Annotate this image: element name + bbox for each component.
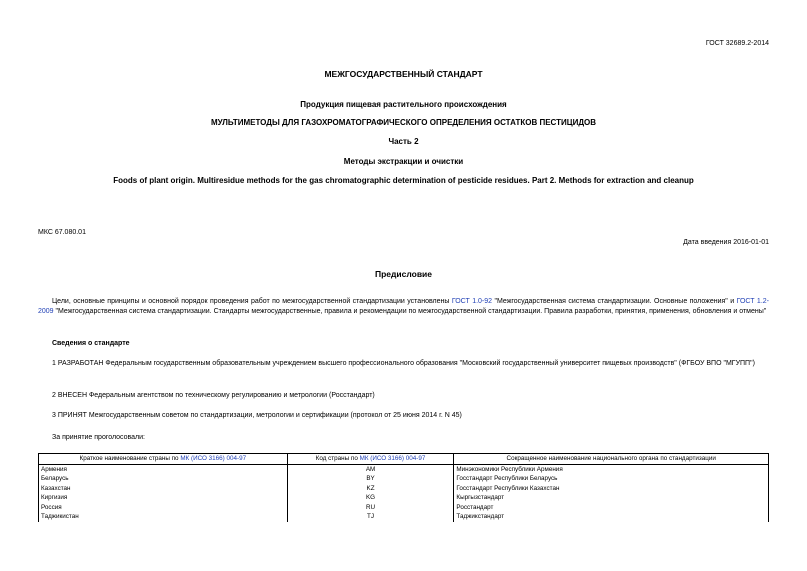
document-code: ГОСТ 32689.2-2014 — [705, 40, 769, 47]
methods-title: Методы экстракции и очистки — [343, 157, 464, 166]
foreword-paragraph — [38, 297, 769, 317]
effective-date: Дата введения 2016-01-01 — [683, 239, 769, 246]
english-title: Foods of plant origin. Multiresidue methods for the gas chromatographic determination of pesticide residues. Part 2. Methods for extraction and cleanup — [113, 176, 694, 185]
country-cell: Казахстан — [39, 484, 288, 494]
country-cell: Таджикистан — [39, 512, 288, 522]
info-item-1: 1 РАЗРАБОТАН Федеральным государственным образовательным учреждением высшего профессионального образования "Московский государственный университет пищевых производств" (ФГБОУ ВПО "МГУПП") — [52, 360, 755, 367]
body-cell: Таджикстандарт — [454, 512, 769, 522]
foreword-text-a: Цели, основные принципы и основной порядок проведения работ по межгосударственной стандартизации установлены — [52, 298, 452, 305]
code-cell: KZ — [287, 484, 454, 494]
country-cell: Беларусь — [39, 474, 288, 484]
body-cell: Госстандарт Республики Казахстан — [454, 484, 769, 494]
column-header-country: Краткое наименование страны по МК (ИСО 3166) 004-97 — [39, 454, 288, 465]
mk-iso-3166-link[interactable]: МК (ИСО 3166) 004-97 — [180, 455, 247, 463]
info-item-3: 3 ПРИНЯТ Межгосударственным советом по стандартизации, метрологии и сертификации (протокол от 25 июня 2014 г. N 45) — [52, 412, 462, 419]
country-cell: Киргизия — [39, 493, 288, 503]
body-cell: Росстандарт — [454, 503, 769, 513]
body-cell: Минэкономики Республики Армения — [454, 464, 769, 474]
product-title: Продукция пищевая растительного происхождения — [300, 100, 507, 109]
table-row — [39, 464, 769, 474]
gost-1-2-2009-link[interactable]: ГОСТ 1.2-2009 — [38, 298, 769, 315]
body-cell: Госстандарт Республики Беларусь — [454, 474, 769, 484]
foreword-text-b: "Межгосударственная система стандартизации. Основные положения" и — [492, 298, 737, 305]
code-cell: KG — [287, 493, 454, 503]
code-cell: AM — [287, 464, 454, 474]
body-cell: Кыргызстандарт — [454, 493, 769, 503]
standard-info-heading: Сведения о стандарте — [52, 340, 130, 347]
table-row — [39, 512, 769, 522]
foreword-heading: Предисловие — [374, 269, 433, 279]
mk-iso-3166-link[interactable]: МК (ИСО 3166) 004-97 — [359, 455, 426, 463]
part-title: Часть 2 — [388, 137, 419, 146]
country-cell: Армения — [39, 464, 288, 474]
gost-1-0-92-link[interactable]: ГОСТ 1.0-92 — [451, 298, 493, 305]
table-row — [39, 484, 769, 494]
table-row — [39, 493, 769, 503]
table-row — [39, 503, 769, 513]
voted-label: За принятие проголосовали: — [52, 434, 145, 441]
code-cell: RU — [287, 503, 454, 513]
table-header-row — [39, 454, 769, 465]
column-header-code: Код страны по МК (ИСО 3166) 004-97 — [287, 454, 454, 465]
column-header-body: Сокращенное наименование национального органа по стандартизации — [454, 454, 769, 465]
mks-code: МКС 67.080.01 — [38, 229, 86, 236]
info-item-2: 2 ВНЕСЕН Федеральным агентством по техническому регулированию и метрологии (Росстандарт) — [52, 392, 375, 399]
code-cell: BY — [287, 474, 454, 484]
foreword-text-c: "Межгосударственная система стандартизации. Стандарты межгосударственные, правила и рекомендации по межгосударственной стандартизации. Правила разработки, принятия, применения, обновления и отмены" — [53, 308, 767, 315]
countries-table — [38, 453, 769, 522]
interstate-standard-heading: МЕЖГОСУДАРСТВЕННЫЙ СТАНДАРТ — [324, 69, 483, 79]
code-cell: TJ — [287, 512, 454, 522]
main-title: МУЛЬТИМЕТОДЫ ДЛЯ ГАЗОХРОМАТОГРАФИЧЕСКОГО ОПРЕДЕЛЕНИЯ ОСТАТКОВ ПЕСТИЦИДОВ — [210, 118, 597, 127]
table-row — [39, 474, 769, 484]
country-cell: Россия — [39, 503, 288, 513]
